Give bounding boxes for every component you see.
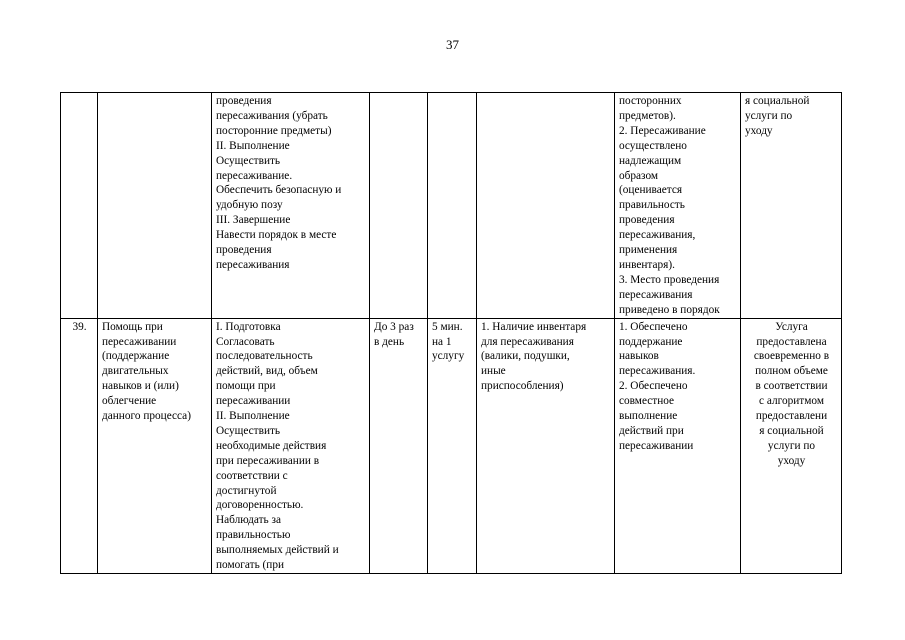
cell-text-line: я социальной bbox=[745, 95, 810, 107]
cell-text-line: II. Выполнение bbox=[216, 410, 290, 423]
cell-text-line: услугу bbox=[432, 350, 465, 363]
cell-text-line: навыков bbox=[619, 350, 659, 363]
cell-text-line: приведено в порядок bbox=[619, 303, 720, 316]
cell-text-line: надлежащим bbox=[619, 154, 682, 167]
cell-text-line: Осуществить bbox=[216, 154, 281, 167]
cell-text-line: последовательность bbox=[216, 350, 313, 363]
evaluation-cell bbox=[741, 93, 842, 319]
conditions-cell bbox=[477, 318, 615, 573]
cell-text-line: 1. Обеспечено bbox=[619, 320, 688, 333]
cell-text-line: услуги по bbox=[767, 439, 816, 452]
table-row bbox=[61, 93, 842, 319]
cell-text-line: До 3 раз bbox=[374, 320, 414, 333]
table-row bbox=[61, 318, 842, 573]
frequency-cell bbox=[370, 93, 428, 319]
cell-text-line: договоренностью. bbox=[216, 499, 304, 512]
cell-text-line: Согласовать bbox=[216, 335, 275, 348]
cell-text-line: облегчение bbox=[102, 395, 157, 408]
cell-text-line: в соответствии bbox=[755, 380, 828, 393]
cell-text-line: Обеспечить безопасную и bbox=[216, 184, 342, 197]
cell-text-line: Услуга bbox=[775, 320, 808, 333]
page-number: 37 bbox=[446, 37, 459, 52]
cell-text-line: уходу bbox=[745, 124, 773, 137]
cell-text-line: посторонние предметы) bbox=[216, 124, 332, 137]
cell-text-line: помогать (при bbox=[216, 559, 285, 572]
cell-text-line: инвентаря). bbox=[619, 258, 675, 271]
cell-text-line: пересаживания (убрать bbox=[216, 109, 328, 122]
cell-text-line: (поддержание bbox=[102, 350, 170, 363]
evaluation-cell bbox=[741, 318, 842, 573]
cell-text-line: 5 мин. bbox=[432, 320, 463, 333]
cell-text-line: на 1 bbox=[432, 335, 452, 348]
cell-text-line: 2. Обеспечено bbox=[619, 380, 688, 393]
indicators-cell bbox=[615, 93, 741, 319]
cell-text-line: пересаживании bbox=[102, 335, 177, 348]
cell-text-line: полном объеме bbox=[755, 365, 828, 378]
service-name-cell bbox=[98, 93, 212, 319]
cell-text-line: двигательных bbox=[102, 365, 169, 378]
cell-text-line: действий, вид, объем bbox=[216, 365, 318, 378]
cell-text-line: 3. Место проведения bbox=[619, 273, 720, 286]
cell-text-line: II. Выполнение bbox=[216, 139, 290, 152]
cell-text-line: действий при bbox=[619, 424, 684, 437]
cell-text-line: для пересаживания bbox=[481, 335, 574, 348]
frequency-cell bbox=[370, 318, 428, 573]
cell-text-line: I. Подготовка bbox=[216, 320, 281, 333]
cell-text-line: Помощь при bbox=[102, 320, 163, 333]
cell-text-line: пересаживании bbox=[619, 439, 694, 452]
duration-cell bbox=[428, 93, 477, 319]
cell-text-line: 1. Наличие инвентаря bbox=[481, 320, 587, 333]
cell-text-line: осуществлено bbox=[619, 139, 687, 152]
indicators-cell bbox=[615, 318, 741, 573]
cell-text-line: удобную позу bbox=[216, 199, 283, 212]
cell-text-line: уходу bbox=[777, 454, 806, 467]
conditions-cell bbox=[477, 93, 615, 319]
cell-text-line: III. Завершение bbox=[216, 214, 291, 227]
cell-text-line: пересаживания bbox=[216, 258, 290, 271]
cell-text-line: предоставлени bbox=[755, 410, 828, 423]
cell-text-line: правильностью bbox=[216, 529, 291, 542]
service-name-cell bbox=[98, 318, 212, 573]
cell-text-line: я социальной bbox=[759, 424, 824, 437]
cell-text-line: пересаживании bbox=[216, 395, 291, 408]
cell-text-line: проведения bbox=[216, 244, 272, 257]
cell-text-line: Осуществить bbox=[216, 424, 281, 437]
cell-text-line: достигнутой bbox=[216, 484, 277, 497]
cell-text-line: иные bbox=[481, 365, 506, 378]
cell-text-line: своевременно в bbox=[753, 350, 830, 363]
cell-text-line: Навести порядок в месте bbox=[216, 229, 337, 242]
cell-text-line: проведения bbox=[619, 214, 675, 227]
cell-text-line: соответствии с bbox=[216, 469, 288, 482]
cell-text-line: с алгоритмом bbox=[759, 395, 824, 408]
cell-text-line: услуги по bbox=[745, 109, 793, 122]
cell-text-line: необходимые действия bbox=[216, 439, 327, 452]
procedure-cell bbox=[212, 318, 370, 573]
cell-text-line: выполняемых действий и bbox=[216, 544, 339, 557]
cell-text-line: выполнение bbox=[619, 410, 678, 423]
cell-text-line: (валики, подушки, bbox=[481, 350, 570, 363]
cell-text-line: поддержание bbox=[619, 335, 683, 348]
cell-text-line: правильность bbox=[619, 199, 685, 212]
duration-cell bbox=[428, 318, 477, 573]
cell-text-line: образом bbox=[619, 169, 659, 182]
cell-text-line: 2. Пересаживание bbox=[619, 124, 706, 137]
services-table bbox=[60, 92, 842, 574]
cell-text-line: посторонних bbox=[619, 95, 682, 107]
cell-text-line: при пересаживании в bbox=[216, 454, 320, 467]
number-cell bbox=[61, 93, 98, 319]
cell-text-line: пересаживания, bbox=[619, 229, 696, 242]
cell-text-line: проведения bbox=[216, 95, 272, 107]
cell-text-line: предоставлена bbox=[756, 335, 827, 348]
cell-text-line: данного процесса) bbox=[102, 410, 191, 423]
cell-text-line: 39. bbox=[72, 320, 87, 333]
cell-text-line: пересаживания bbox=[619, 288, 693, 301]
cell-text-line: применения bbox=[619, 244, 678, 257]
cell-text-line: в день bbox=[374, 335, 405, 348]
cell-text-line: (оценивается bbox=[619, 184, 683, 197]
cell-text-line: помощи при bbox=[216, 380, 276, 393]
cell-text-line: приспособления) bbox=[481, 380, 564, 393]
cell-text-line: предметов). bbox=[619, 109, 676, 122]
cell-text-line: пересаживания. bbox=[619, 365, 696, 378]
procedure-cell bbox=[212, 93, 370, 319]
number-cell bbox=[61, 318, 98, 573]
cell-text-line: Наблюдать за bbox=[216, 514, 282, 527]
cell-text-line: совместное bbox=[619, 395, 675, 408]
cell-text-line: навыков и (или) bbox=[102, 380, 179, 393]
cell-text-line: пересаживание. bbox=[216, 169, 293, 182]
